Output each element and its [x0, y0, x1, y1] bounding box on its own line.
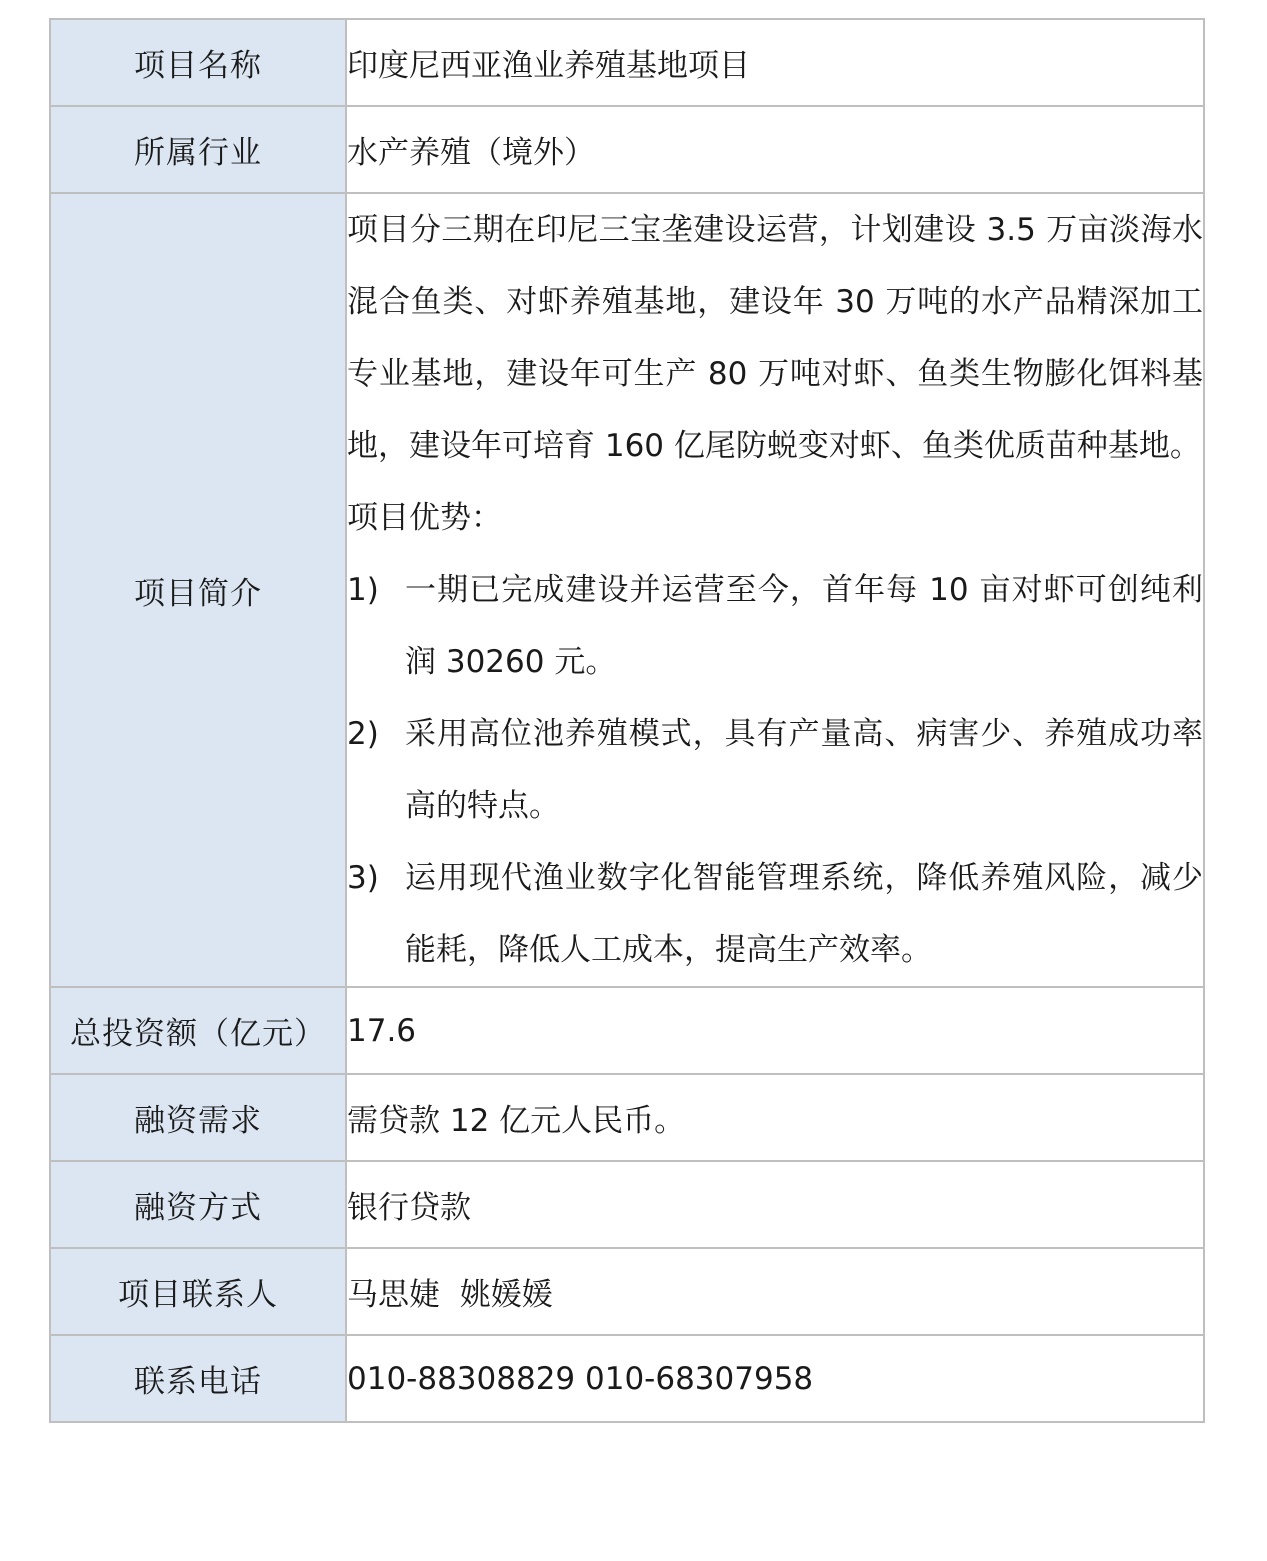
row-contact-phone	[50, 1335, 1204, 1422]
advantage-number: 1)	[347, 572, 379, 608]
label-financing-need: 融资需求	[50, 1074, 346, 1161]
advantage-item-1	[347, 554, 1203, 698]
label-project-intro: 项目简介	[50, 193, 346, 987]
label-contact-phone: 联系电话	[50, 1335, 346, 1422]
value-total-investment: 17.6	[346, 987, 1204, 1074]
label-project-name: 项目名称	[50, 19, 346, 106]
row-industry	[50, 106, 1204, 193]
intro-summary: 项目分三期在印尼三宝垄建设运营，计划建设 3.5 万亩淡海水混合鱼类、对虾养殖基地，建设年 30 万吨的水产品精深加工专业基地，建设年可生产 80 万吨对虾、鱼类生物膨化饵料基地，建设年可培育 160 亿尾防蜕变对虾、鱼类优质苗种基地。	[347, 212, 1203, 464]
row-financing-need	[50, 1074, 1204, 1161]
advantage-number: 3)	[347, 860, 379, 896]
advantage-text: 采用高位池养殖模式，具有产量高、病害少、养殖成功率高的特点。	[405, 716, 1203, 824]
project-info-table	[49, 18, 1205, 1423]
row-financing-method	[50, 1161, 1204, 1248]
row-contact-person	[50, 1248, 1204, 1335]
row-project-name	[50, 19, 1204, 106]
label-total-investment: 总投资额（亿元）	[50, 987, 346, 1074]
value-contact-person: 马思婕 姚媛媛	[346, 1248, 1204, 1335]
advantage-item-3	[347, 842, 1203, 986]
value-project-intro	[346, 193, 1204, 987]
advantages-title: 项目优势：	[347, 500, 502, 536]
advantage-item-2	[347, 698, 1203, 842]
value-financing-need: 需贷款 12 亿元人民币。	[346, 1074, 1204, 1161]
label-contact-person: 项目联系人	[50, 1248, 346, 1335]
value-contact-phone: 010-88308829 010-68307958	[346, 1335, 1204, 1422]
label-industry: 所属行业	[50, 106, 346, 193]
advantage-text: 运用现代渔业数字化智能管理系统，降低养殖风险，减少能耗，降低人工成本，提高生产效率。	[405, 860, 1203, 968]
row-total-investment	[50, 987, 1204, 1074]
value-financing-method: 银行贷款	[346, 1161, 1204, 1248]
value-project-name: 印度尼西亚渔业养殖基地项目	[346, 19, 1204, 106]
advantage-text: 一期已完成建设并运营至今，首年每 10 亩对虾可创纯利润 30260 元。	[405, 572, 1203, 680]
row-project-intro	[50, 193, 1204, 987]
advantage-number: 2)	[347, 716, 379, 752]
value-industry: 水产养殖（境外）	[346, 106, 1204, 193]
label-financing-method: 融资方式	[50, 1161, 346, 1248]
